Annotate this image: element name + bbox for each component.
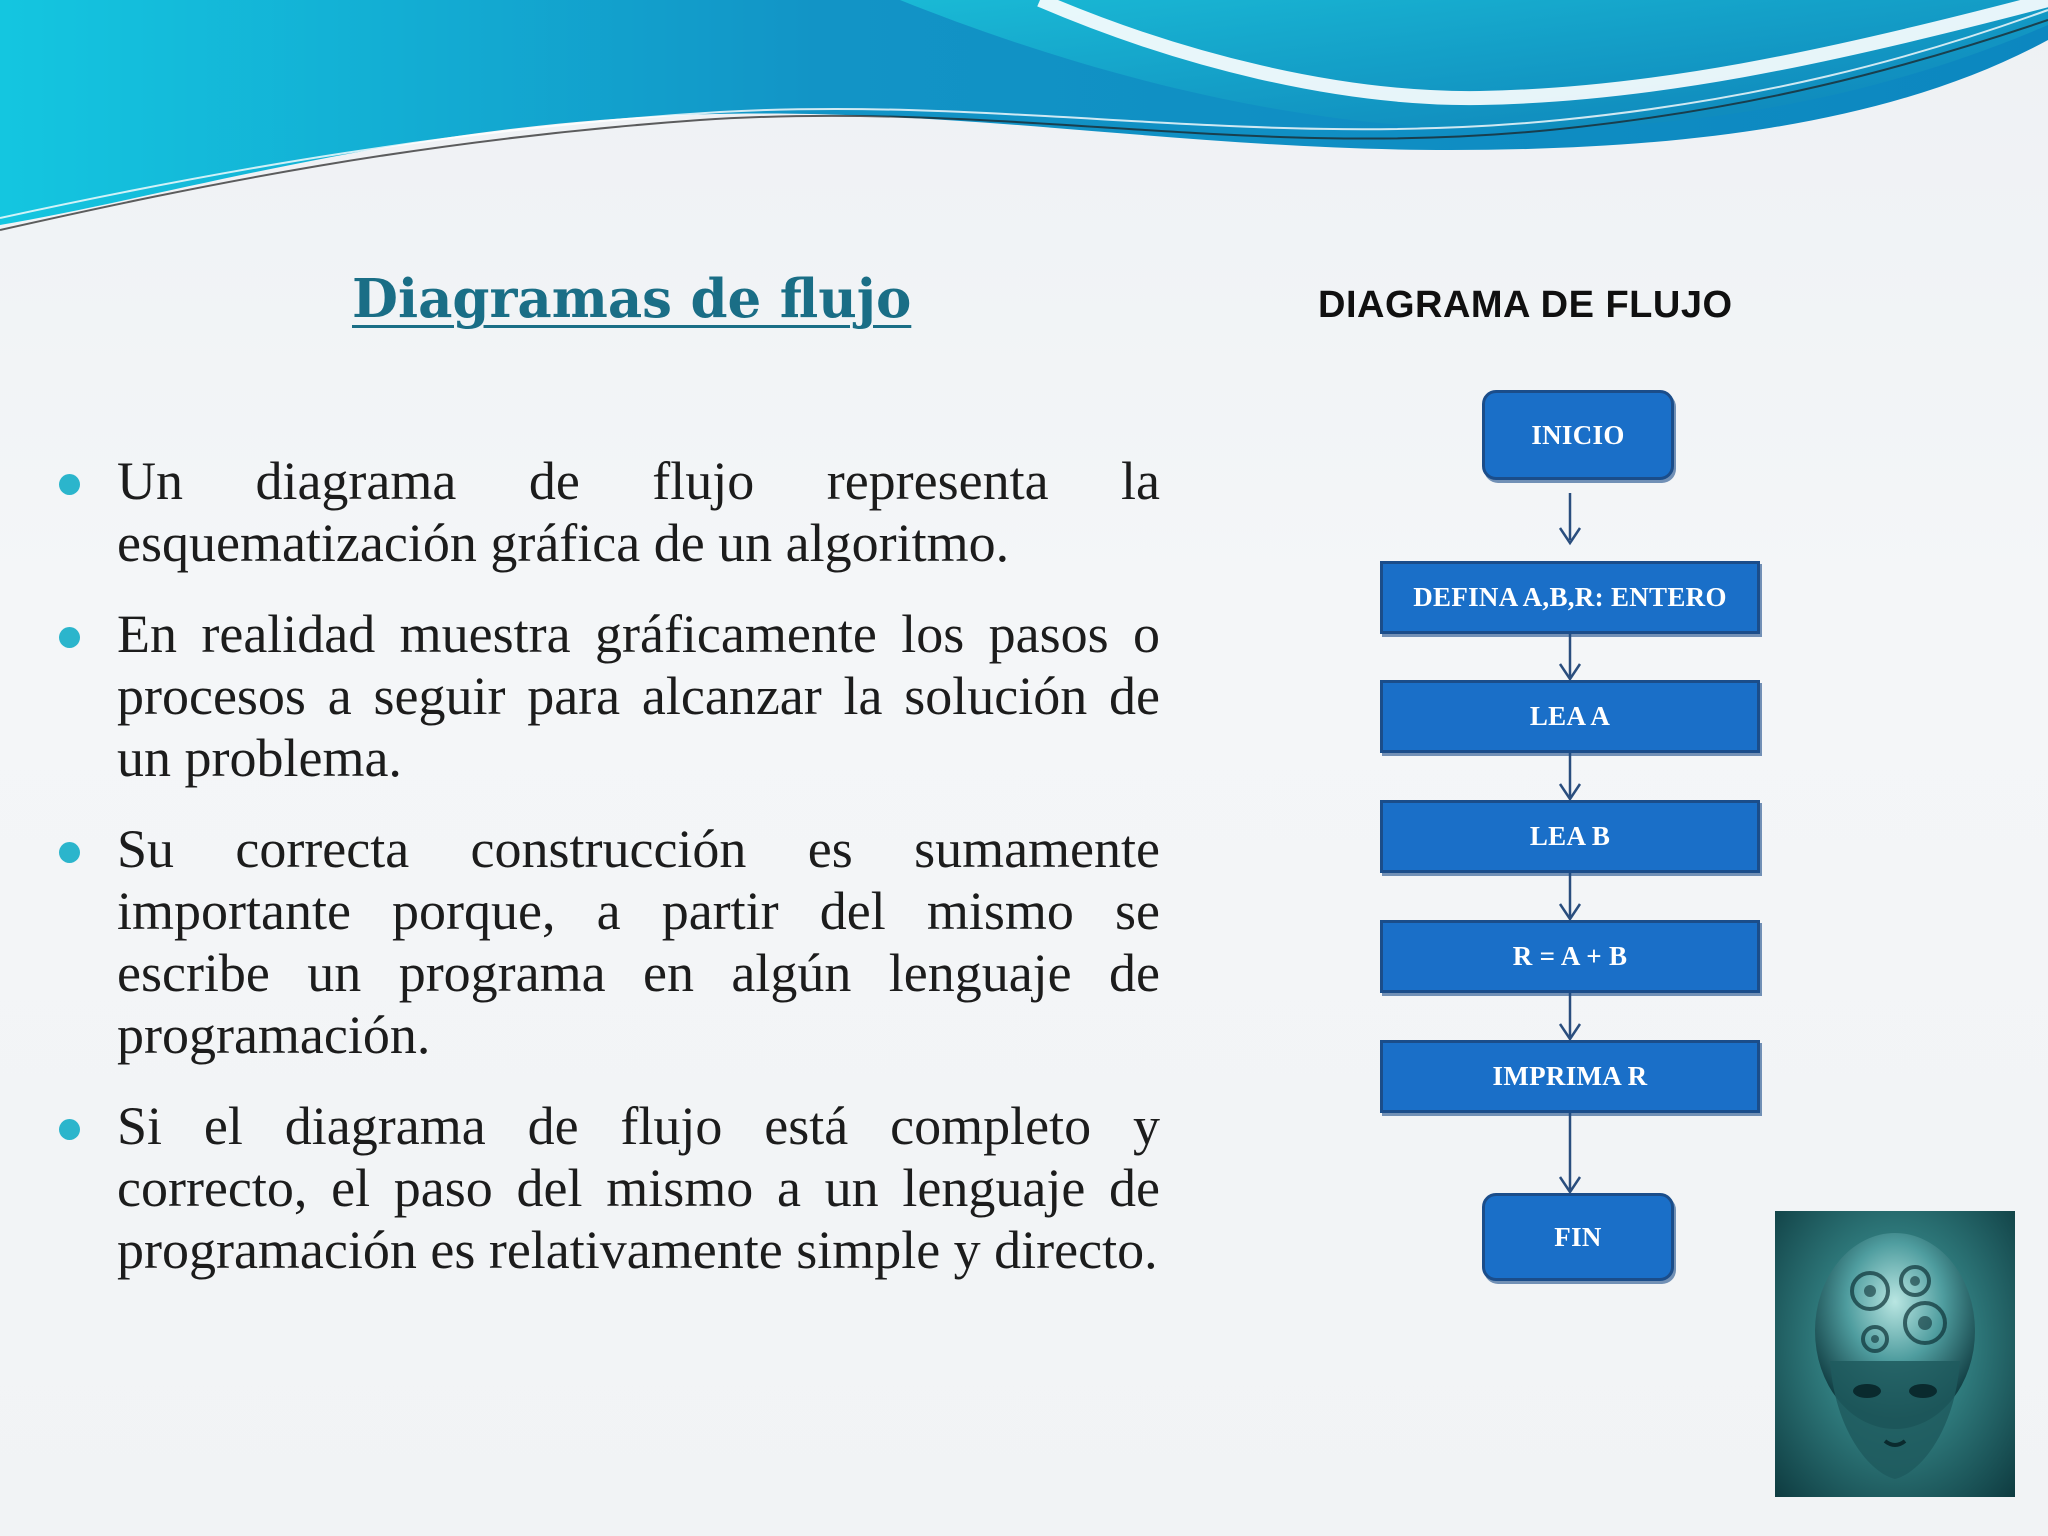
bullet-dot-icon <box>59 474 80 495</box>
flowchart-node-start: INICIO <box>1482 390 1674 480</box>
head-with-gears-icon <box>1775 1211 2015 1497</box>
flowchart-title: DIAGRAMA DE FLUJO <box>1318 284 1733 326</box>
bullet-text: Si el diagrama de flujo está completo y correcto, el paso del mismo a un lenguaje de programación es relativamente simple y directo. <box>117 1096 1160 1280</box>
bullet-item <box>55 603 1160 789</box>
flow-arrowhead <box>1560 1024 1580 1039</box>
bullet-text: Un diagrama de flujo representa la esquematización gráfica de un algoritmo. <box>117 451 1160 573</box>
flow-arrowhead <box>1560 528 1580 543</box>
bullet-text: Su correcta construcción es sumamente importante porque, a partir del mismo se escribe un programa en algún lenguaje de programación. <box>117 819 1160 1065</box>
flowchart-node-end: FIN <box>1482 1193 1674 1281</box>
bullet-item <box>55 818 1160 1066</box>
flow-arrowhead <box>1560 904 1580 919</box>
flowchart-node-compute: R = A + B <box>1380 920 1760 993</box>
bullet-list <box>55 450 1160 1310</box>
flow-arrowhead <box>1560 784 1580 799</box>
bullet-dot-icon <box>59 842 80 863</box>
bullet-item <box>55 1095 1160 1281</box>
flowchart-node-define: DEFINA A,B,R: ENTERO <box>1380 561 1760 634</box>
header-wave-decoration <box>0 0 2048 260</box>
bullet-text: En realidad muestra gráficamente los pasos o procesos a seguir para alcanzar la solución de un problema. <box>117 604 1160 788</box>
flowchart-node-read-a: LEA A <box>1380 680 1760 753</box>
bullet-dot-icon <box>59 627 80 648</box>
flowchart-node-read-b: LEA B <box>1380 800 1760 873</box>
bullet-dot-icon <box>59 1119 80 1140</box>
flowchart-node-print: IMPRIMA R <box>1380 1040 1760 1113</box>
bullet-item <box>55 450 1160 574</box>
flow-arrowhead <box>1560 1177 1580 1192</box>
slide-title: Diagramas de flujo <box>352 268 912 330</box>
flow-arrowhead <box>1560 664 1580 679</box>
